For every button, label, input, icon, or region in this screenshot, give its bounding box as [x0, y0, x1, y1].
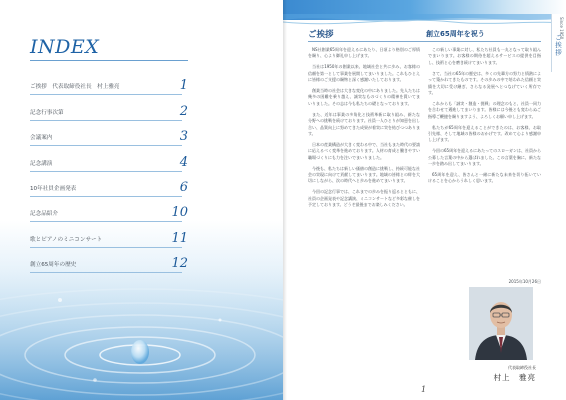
section-header [308, 28, 541, 42]
side-tab-caption: Since 1950 [559, 17, 564, 40]
toc-entry-page: 3 [179, 129, 188, 145]
body-paragraph: 当社は1950年の創業以来、地域社会と共に歩み、お客様の信頼を第一として事業を展開してまいりました。これもひとえに皆様のご支援の賜物と深く感謝いたしております。 [308, 64, 420, 83]
toc-entry[interactable] [30, 121, 188, 146]
body-column-left [308, 47, 420, 213]
toc-entry-page: 6 [179, 179, 188, 195]
toc-entry-label: 10年社員企画発表 [30, 185, 77, 192]
toc-entry[interactable] [30, 172, 188, 197]
body-paragraph: 65周年を迎え、皆さんと一緒に新たな未来を切り拓いていけることを心からうれしく思います。 [428, 172, 541, 184]
toc-entry-label: 創立65周年の歴史 [30, 262, 77, 269]
toc-entry-label: ご挨拶 代表取締役社長 村上雅亮 [30, 84, 120, 91]
section-title: ご挨拶 [308, 30, 334, 40]
body-column-right [428, 47, 541, 189]
body-paragraph: 創業当時の社会は大きな変化の中にありました。先人たちは幾多の困難を乗り越え、誠実なものづくりの精神を貫いてまいりました。その志は今も私たちの礎となっております。 [308, 88, 420, 106]
body-paragraph: さて、当社の65年の歴史は、多くの先輩方の努力と情熱によって築かれてきたものです。その歩みの中で培われた信頼と実績を大切に受け継ぎ、さらなる発展へとつなげていく所存です。 [428, 70, 542, 95]
toc-entry[interactable] [30, 146, 188, 171]
toc-entry-page: 12 [171, 256, 188, 272]
president-portrait [469, 287, 533, 360]
body-paragraph: 今後も、私たちは新しい価値の創造に挑戦し、持続可能な社会の実現に向けて貢献してまいります。地域の皆様との絆を大切にしながら、次の時代へと歩みを進めてまいります。 [308, 165, 420, 184]
table-of-contents [30, 70, 188, 273]
toc-entry-label: 記念品紹介 [30, 211, 58, 218]
body-paragraph: 今回の65周年を迎えるにあたってのスローガンは、社員から公募した言葉の中から選ばれました。この言葉を胸に、新たな一歩を踏み出してまいります。 [428, 148, 542, 167]
toc-entry-page: 2 [179, 103, 188, 119]
body-paragraph: また、近年は事業の多角化と技術革新に取り組み、新たな分野への挑戦を続けております。社員一人ひとりが知恵を出し合い、品質向上に努めてきた成果が着実に実を結びつつあります。 [308, 111, 420, 136]
signature-title: 代表取締役社長 [508, 365, 536, 370]
body-paragraph: これからも「誠実・創造・挑戦」の理念のもと、社員一同力を合わせて邁進してまいります。皆様には今後とも変わらぬご指導ご鞭撻を賜りますよう、よろしくお願い申し上げます。 [428, 100, 541, 119]
page-gutter-shadow [283, 0, 287, 400]
toc-entry[interactable] [30, 70, 188, 95]
body-paragraph: この新しい事業に対し、私たち社員も一丸となって取り組んでまいります。お客様の期待を超えるサービスの提供を目指し、技術と心を磨き続けてまいります。 [428, 47, 541, 65]
toc-entry[interactable] [30, 95, 188, 120]
index-title: INDEX [30, 36, 100, 58]
body-paragraph: 私たちが65周年を迎えることができたのは、お客様、お取引先様、そして地域の皆様のおかげです。改めて心より感謝申し上げます。 [428, 124, 541, 143]
toc-entry-page: 10 [171, 205, 188, 221]
section-subtitle: 創立65周年を祝う [426, 30, 485, 38]
side-tab-label: ご挨拶 [554, 34, 562, 57]
toc-entry-label: 記念講演 [30, 160, 53, 167]
header-wave-decoration [283, 14, 566, 28]
toc-entry[interactable] [30, 248, 188, 273]
toc-entry-page: 4 [179, 154, 188, 170]
toc-entry-page: 1 [179, 78, 188, 94]
toc-entry-label: 歌とピアノのミニコンサート [30, 236, 103, 243]
toc-entry-label: 記念行事次第 [30, 109, 64, 116]
portrait-illustration [469, 287, 533, 360]
greeting-page [283, 0, 566, 400]
title-divider [30, 60, 188, 61]
toc-entry-label: 会議案内 [30, 135, 53, 142]
body-paragraph: NS社創業65周年を迎えるにあたり、日頃より格別のご厚情を賜り、心より御礼申し上げます。 [308, 47, 420, 59]
toc-entry-page: 11 [171, 230, 188, 246]
date-line: 2015年10月26日 [508, 279, 541, 284]
toc-entry[interactable] [30, 197, 188, 222]
toc-entry[interactable] [30, 222, 188, 247]
body-paragraph: 今回の記念行事では、これまでの歩みを振り返るとともに、社員の企画発表や記念講演、ミニコンサートなど多彩な催しを予定しております。どうぞ最後までお楽しみください。 [308, 189, 420, 208]
body-paragraph: 日本の産業構造が大きく変わる中で、当社もまた時代の要請に応えるべく変革を進めております。人材の育成と働きやすい職場づくりにも力を注いでまいりました。 [308, 141, 420, 160]
signature-name: 村上 雅亮 [493, 373, 536, 382]
page-number: 1 [421, 385, 427, 394]
